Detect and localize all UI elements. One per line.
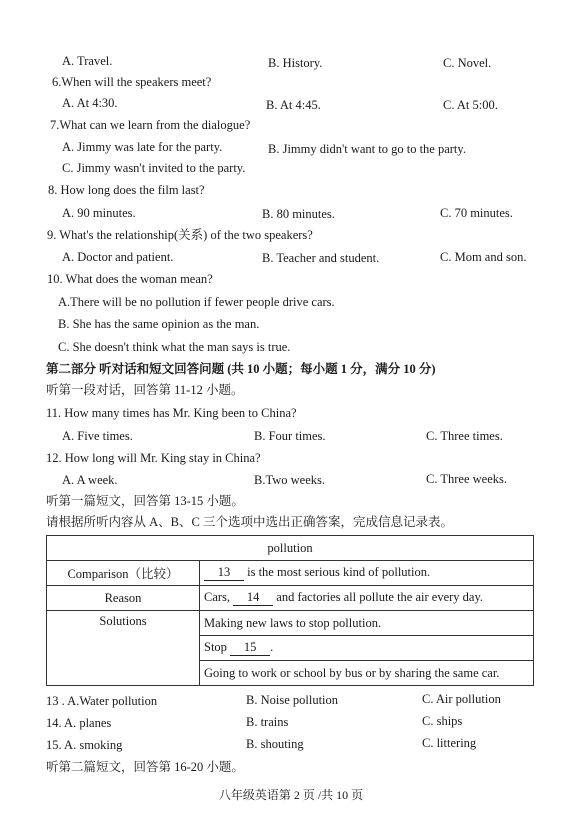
q12-option-a: A. A week. [62, 473, 118, 487]
q14-stem: 14. A. planes [46, 716, 112, 730]
q6-option-c: C. At 5:00. [443, 98, 498, 112]
q8-option-c: C. 70 minutes. [440, 206, 513, 220]
table-instruction: 请根据所听内容从 A、B、C 三个选项中选出正确答案，完成信息记录表。 [46, 515, 453, 529]
q10-option-a: A.There will be no pollution if fewer people drive cars. [58, 295, 335, 309]
q11-option-c: C. Three times. [426, 429, 503, 443]
q8-option-a: A. 90 minutes. [62, 206, 136, 220]
q9-option-c: C. Mom and son. [440, 250, 527, 264]
info-record-table [46, 535, 534, 686]
q11-stem: 11. How many times has Mr. King been to China? [46, 406, 297, 420]
q9-stem: 9. What's the relationship(关系) of the two speakers? [47, 228, 313, 242]
table-title: pollution [47, 536, 534, 561]
q15-option-c: C. littering [422, 736, 477, 750]
page-footer: 八年级英语第 2 页 /共 10 页 [218, 788, 364, 802]
q7-option-a: A. Jimmy was late for the party. [62, 140, 223, 154]
q8-option-b: B. 80 minutes. [262, 207, 335, 221]
comparison-text: is the most serious kind of pollution. [244, 565, 431, 579]
q10-option-b: B. She has the same opinion as the man. [58, 317, 260, 331]
blank-13[interactable]: 13 [204, 565, 244, 581]
q13-option-c: C. Air pollution [422, 692, 501, 706]
solution-1: Making new laws to stop pollution. [200, 611, 534, 636]
q10-stem: 10. What does the woman mean? [47, 272, 213, 286]
solution-3: Going to work or school by bus or by sharing the same car. [200, 661, 534, 686]
q12-option-c: C. Three weeks. [426, 472, 507, 486]
passage2-instruction: 听第二篇短文，回答第 16-20 小题。 [46, 760, 244, 774]
q13-stem: 13 . A.Water pollution [46, 694, 158, 708]
q5-option-b: B. History. [268, 56, 323, 70]
reason-label: Reason [47, 586, 200, 611]
q15-stem: 15. A. smoking [46, 738, 123, 752]
q6-option-a: A. At 4:30. [62, 96, 118, 110]
comparison-label: Comparison（比较） [47, 561, 200, 586]
q11-option-b: B. Four times. [254, 429, 326, 443]
q6-stem: 6.When will the speakers meet? [52, 75, 212, 89]
reason-prefix: Cars, [204, 590, 234, 604]
blank-14[interactable]: 14 [233, 590, 273, 606]
blank-15[interactable]: 15 [230, 640, 270, 656]
q9-option-b: B. Teacher and student. [262, 251, 380, 265]
q13-option-b: B. Noise pollution [246, 693, 339, 707]
q6-option-b: B. At 4:45. [266, 98, 321, 112]
q12-stem: 12. How long will Mr. King stay in China? [46, 451, 261, 465]
q5-option-a: A. Travel. [62, 54, 113, 68]
q9-option-a: A. Doctor and patient. [62, 250, 174, 264]
q7-stem: 7.What can we learn from the dialogue? [50, 118, 251, 132]
q5-option-c: C. Novel. [443, 56, 492, 70]
q12-option-b: B.Two weeks. [254, 473, 325, 487]
q14-option-c: C. ships [422, 714, 463, 728]
q15-option-b: B. shouting [246, 737, 304, 751]
passage1-instruction: 听第一篇短文，回答第 13-15 小题。 [46, 494, 244, 508]
solutions-label: Solutions [47, 611, 200, 686]
solution-2-prefix: Stop [204, 640, 231, 654]
reason-cell [200, 586, 534, 611]
q10-option-c: C. She doesn't think what the man says is true. [58, 340, 291, 354]
q8-stem: 8. How long does the film last? [48, 183, 205, 197]
dialog1-instruction: 听第一段对话，回答第 11-12 小题。 [46, 383, 244, 397]
reason-text: and factories all pollute the air every day. [273, 590, 484, 604]
q7-option-c: C. Jimmy wasn't invited to the party. [62, 161, 246, 175]
solution-2-cell [200, 636, 534, 661]
part2-title: 第二部分 听对话和短文回答问题 (共 10 小题；每小题 1 分，满分 10 分) [46, 362, 436, 376]
q11-option-a: A. Five times. [62, 429, 133, 443]
q7-option-b: B. Jimmy didn't want to go to the party. [268, 142, 466, 156]
solution-2-suffix: . [270, 640, 274, 654]
comparison-cell [200, 561, 534, 586]
q14-option-b: B. trains [246, 715, 289, 729]
